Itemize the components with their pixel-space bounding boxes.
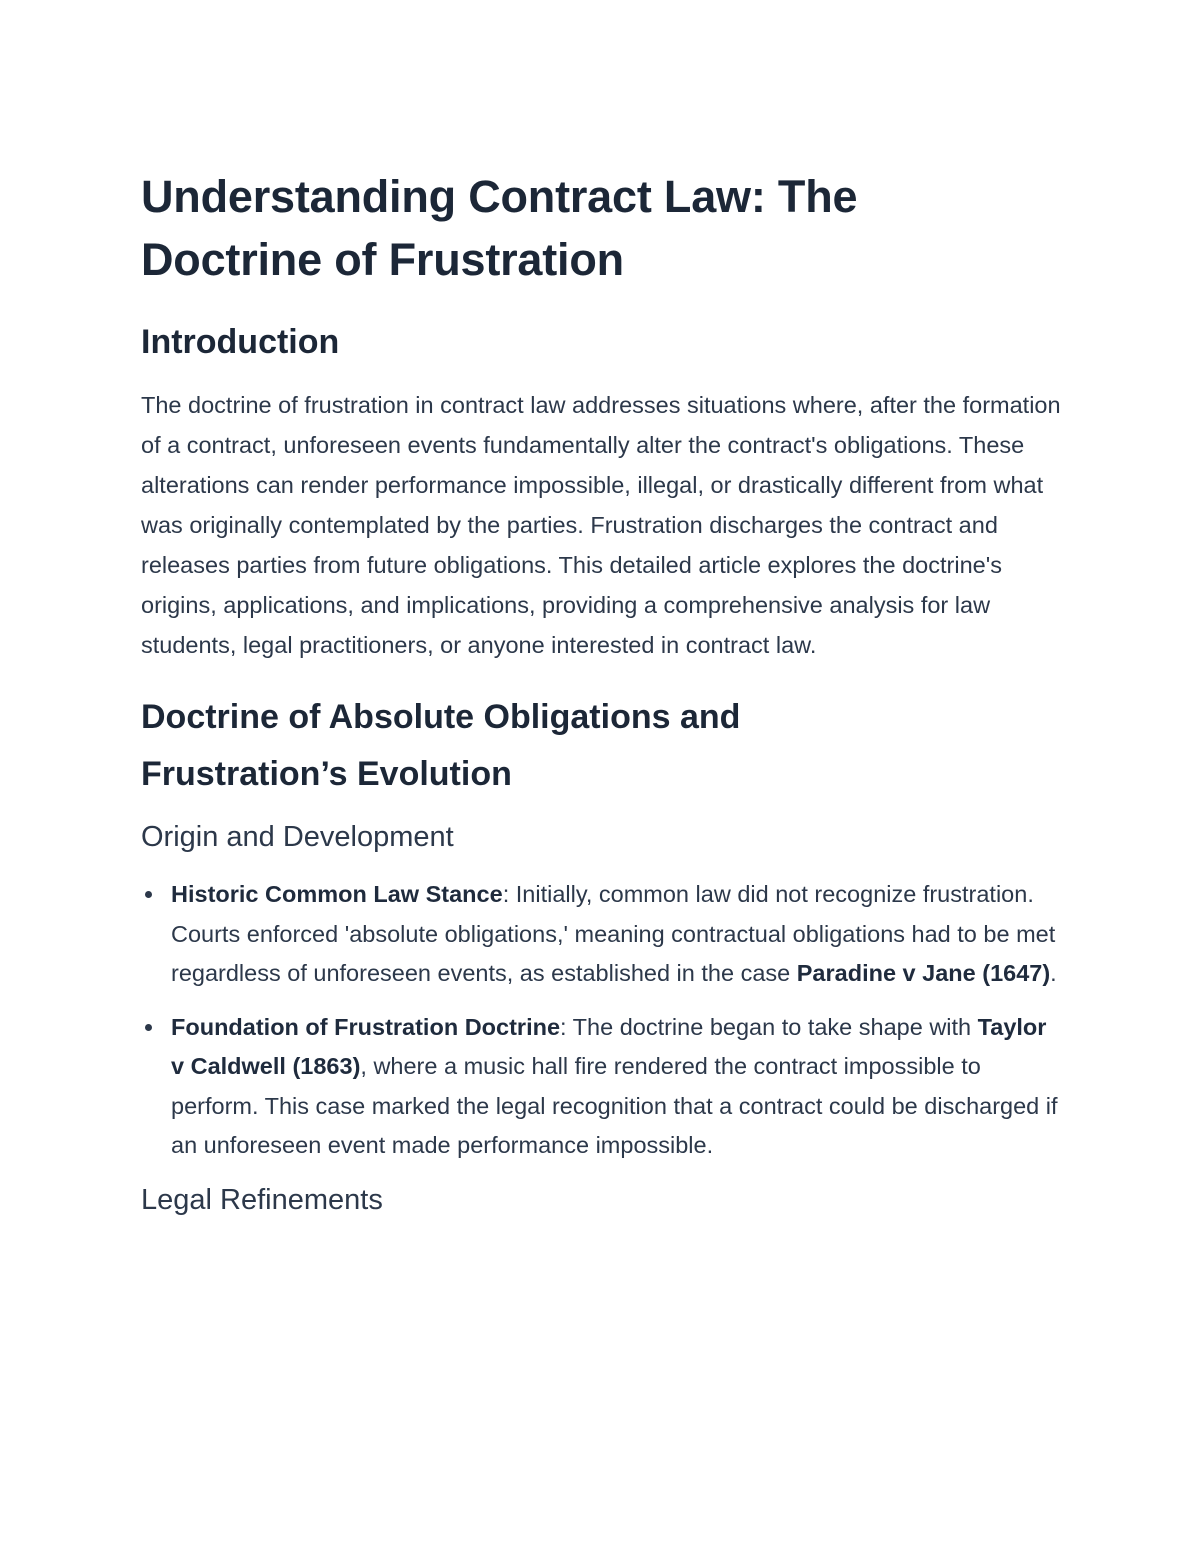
item-text: : The doctrine began to take shape with [560,1013,978,1040]
origin-development-heading: Origin and Development [141,821,454,853]
title-line-2: Doctrine of Frustration [141,234,624,285]
item-label: Foundation of Frustration Doctrine [171,1013,561,1040]
item-text-end: . [1050,960,1057,986]
legal-refinements-heading: Legal Refinements [141,1183,383,1216]
section-heading-line-2: Frustration’s Evolution [141,755,512,793]
document-page [141,165,1061,1220]
item-label: Historic Common Law Stance [171,881,503,907]
item-text-end: , where a music hall fire rendered the contract impossible to perform. This case marked the legal recognition that a contract could be discharged if an unforeseen event made performance impossible. [171,1053,1058,1158]
introduction-heading: Introduction [141,323,340,361]
title-line-1: Understanding Contract Law: The [141,171,858,222]
section-heading-line-1: Doctrine of Absolute Obligations and [141,698,741,736]
case-name: Paradine v Jane (1647) [796,960,1051,986]
case-name: Taylor v Caldwell (1863) [171,1013,1047,1079]
item-text: : Initially, common law did not recognize frustration. Courts enforced 'absolute obligations,' meaning contractual obligations had to be met regardless of unforeseen events, as established in the case [171,881,1056,986]
list-item [171,1008,1061,1166]
origin-bullet-list [141,875,1061,1166]
introduction-paragraph: The doctrine of frustration in contract law addresses situations where, after the formation of a contract, unforeseen events fundamentally alter the contract's obligations. These alterations can render performance impossible, illegal, or drastically different from what was originally contemplated by the parties. Frustration discharges the contract and releases parties from future obligations. This detailed article explores the doctrine's origins, applications, and implications, providing a comprehensive analysis for law students, legal practitioners, or anyone interested in contract law. [141,392,1061,658]
document-title [141,165,1061,291]
section-heading [141,689,1061,803]
list-item [171,875,1061,994]
bullet-icon [145,1024,152,1031]
bullet-icon [145,891,152,898]
